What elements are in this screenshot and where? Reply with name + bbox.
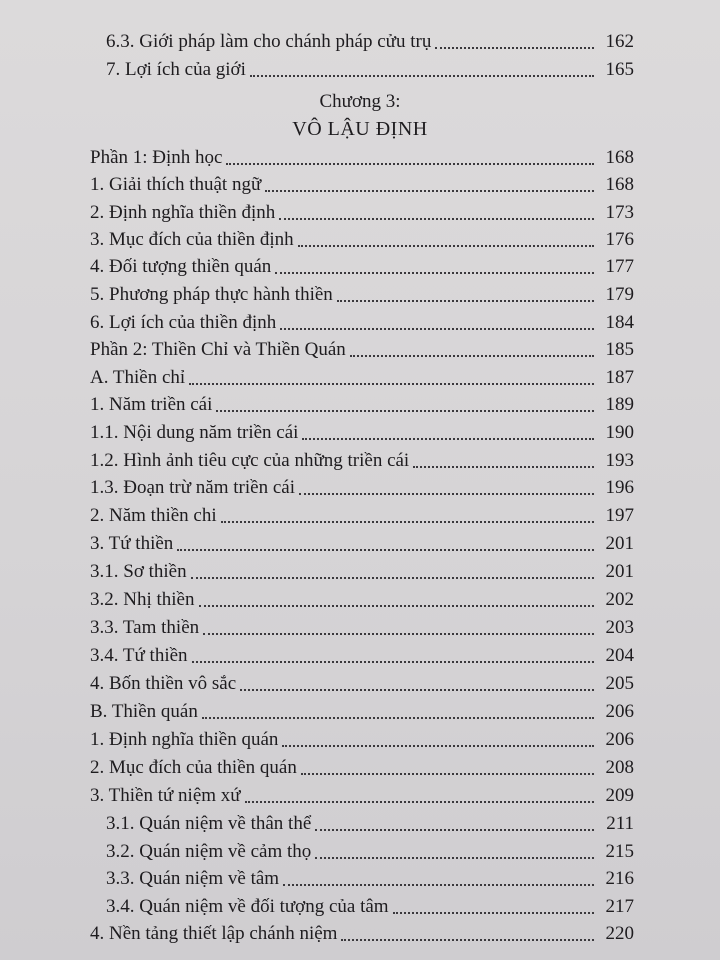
dot-leader (280, 328, 594, 330)
toc-page-number: 209 (605, 785, 634, 806)
toc-entry-label: A. Thiền chỉ (90, 367, 186, 388)
toc-page-number: 205 (605, 673, 634, 694)
dot-leader (315, 857, 594, 859)
dot-leader (298, 245, 594, 247)
dot-leader (202, 717, 594, 719)
toc-page-number: 220 (605, 923, 634, 944)
toc-entry (90, 560, 634, 584)
toc-page-number: 189 (605, 394, 634, 415)
chapter-label: Chương 3: (319, 91, 401, 112)
toc-entry (90, 784, 634, 808)
toc-entry-label: 4. Nền tảng thiết lập chánh niệm (90, 923, 338, 944)
toc-entry (90, 476, 634, 500)
toc-entry-label: 3.2. Quán niệm về cảm thọ (106, 841, 312, 862)
toc-entry (90, 255, 634, 279)
dot-leader (337, 300, 594, 302)
dot-leader (413, 466, 594, 468)
chapter-title: VÔ LẬU ĐỊNH (292, 118, 428, 140)
toc-entry-label: 1. Giải thích thuật ngữ (90, 174, 262, 195)
dot-leader (299, 493, 594, 495)
dot-leader (221, 521, 594, 523)
dot-leader (245, 801, 594, 803)
toc-page-number: 211 (606, 813, 634, 834)
toc-entry (90, 449, 634, 473)
dot-leader (282, 745, 594, 747)
toc-page-number: 165 (605, 59, 634, 80)
dot-leader (192, 661, 594, 663)
toc-entry (90, 366, 634, 390)
toc-entry-label: 3.2. Nhị thiền (90, 589, 195, 610)
toc-entry-label: Phần 1: Định học (90, 147, 223, 168)
dot-leader (302, 438, 594, 440)
toc-entry (90, 146, 634, 170)
dot-leader (315, 829, 594, 831)
toc-entry-label: 2. Năm thiền chi (90, 505, 217, 526)
toc-entry-label: 3.1. Sơ thiền (90, 561, 187, 582)
toc-entry-label: 3.4. Quán niệm về đối tượng của tâm (106, 896, 389, 917)
toc-page-number: 176 (605, 229, 634, 250)
toc-page-number: 196 (605, 477, 634, 498)
toc-entry-label: 3. Tứ thiền (90, 533, 174, 554)
toc-entry (90, 756, 634, 780)
toc-entry (106, 895, 634, 919)
dot-leader (393, 912, 594, 914)
toc-entry (90, 311, 634, 335)
dot-leader (283, 884, 594, 886)
toc-entry-label: 1.2. Hình ảnh tiêu cực của những triền cái (90, 450, 410, 471)
toc-page-number: 215 (605, 841, 634, 862)
toc-entry (90, 338, 634, 362)
dot-leader (177, 549, 594, 551)
toc-entry (90, 283, 634, 307)
toc-page-number: 168 (605, 147, 634, 168)
toc-page-number: 173 (605, 202, 634, 223)
toc-page-number: 184 (605, 312, 634, 333)
toc-entry-label: B. Thiền quán (90, 701, 198, 722)
toc-entry (90, 504, 634, 528)
toc-page-number: 208 (605, 757, 634, 778)
toc-page-number: 201 (605, 533, 634, 554)
toc-entry (90, 201, 634, 225)
toc-entry-label: 3. Mục đích của thiền định (90, 229, 294, 250)
toc-entry (90, 228, 634, 252)
dot-leader (189, 383, 594, 385)
dot-leader (275, 272, 594, 274)
toc-entry (90, 728, 634, 752)
toc-entry (90, 393, 634, 417)
toc-entry (90, 922, 634, 946)
toc-entry-label: 7. Lợi ích của giới (106, 59, 246, 80)
toc-entry (106, 812, 634, 836)
toc-page-number: 187 (605, 367, 634, 388)
toc-entry-label: 6. Lợi ích của thiền định (90, 312, 277, 333)
dot-leader (191, 577, 594, 579)
toc-entry-label: 1.3. Đoạn trừ năm triền cái (90, 477, 295, 498)
toc-entry (106, 58, 634, 82)
toc-page-number: 217 (605, 896, 634, 917)
dot-leader (203, 633, 594, 635)
toc-entry (106, 840, 634, 864)
toc-page-number: 162 (605, 31, 634, 52)
dot-leader (301, 773, 594, 775)
dot-leader (435, 47, 594, 49)
toc-page-number: 202 (605, 589, 634, 610)
toc-page-number: 190 (605, 422, 634, 443)
toc-page-number: 179 (605, 284, 634, 305)
toc-page-number: 193 (605, 450, 634, 471)
toc-entry-label: 1.1. Nội dung năm triền cái (90, 422, 299, 443)
dot-leader (279, 218, 594, 220)
toc-entry-label: 3. Thiền tứ niệm xứ (90, 785, 241, 806)
toc-entry-label: 2. Định nghĩa thiền định (90, 202, 276, 223)
toc-entry (90, 616, 634, 640)
dot-leader (226, 163, 594, 165)
toc-entry (106, 30, 634, 54)
toc-entry (90, 532, 634, 556)
toc-entry-label: 5. Phương pháp thực hành thiền (90, 284, 333, 305)
toc-page-number: 206 (605, 729, 634, 750)
toc-page-number: 204 (605, 645, 634, 666)
dot-leader (199, 605, 595, 607)
toc-page-number: 201 (605, 561, 634, 582)
toc-entry (90, 588, 634, 612)
toc-page-number: 185 (605, 339, 634, 360)
toc-entry-label: 3.3. Quán niệm về tâm (106, 868, 280, 889)
toc-entry (106, 867, 634, 891)
dot-leader (216, 410, 594, 412)
toc-entry (90, 173, 634, 197)
toc-entry-label: 4. Bốn thiền vô sắc (90, 673, 237, 694)
toc-entry-label: 3.3. Tam thiền (90, 617, 200, 638)
toc-page-number: 197 (605, 505, 634, 526)
dot-leader (350, 355, 594, 357)
dot-leader (341, 939, 594, 941)
toc-page-number: 203 (605, 617, 634, 638)
toc-entry-label: 2. Mục đích của thiền quán (90, 757, 297, 778)
toc-entry (90, 672, 634, 696)
toc-entry-label: Phần 2: Thiền Chỉ và Thiền Quán (90, 339, 346, 360)
toc-entry (90, 700, 634, 724)
toc-page-number: 168 (605, 174, 634, 195)
toc-entry (90, 421, 634, 445)
toc-page-number: 216 (605, 868, 634, 889)
toc-entry-label: 1. Năm triền cái (90, 394, 213, 415)
toc-page-number: 177 (605, 256, 634, 277)
toc-entry-label: 6.3. Giới pháp làm cho chánh pháp cửu trụ (106, 31, 432, 52)
dot-leader (265, 190, 594, 192)
dot-leader (250, 75, 594, 77)
toc-entry-label: 4. Đối tượng thiền quán (90, 256, 272, 277)
toc-entry-label: 1. Định nghĩa thiền quán (90, 729, 279, 750)
toc-entry-label: 3.1. Quán niệm về thân thể (106, 813, 312, 834)
toc-page-number: 206 (605, 701, 634, 722)
dot-leader (240, 689, 594, 691)
toc-entry-label: 3.4. Tứ thiền (90, 645, 188, 666)
toc-entry (90, 644, 634, 668)
